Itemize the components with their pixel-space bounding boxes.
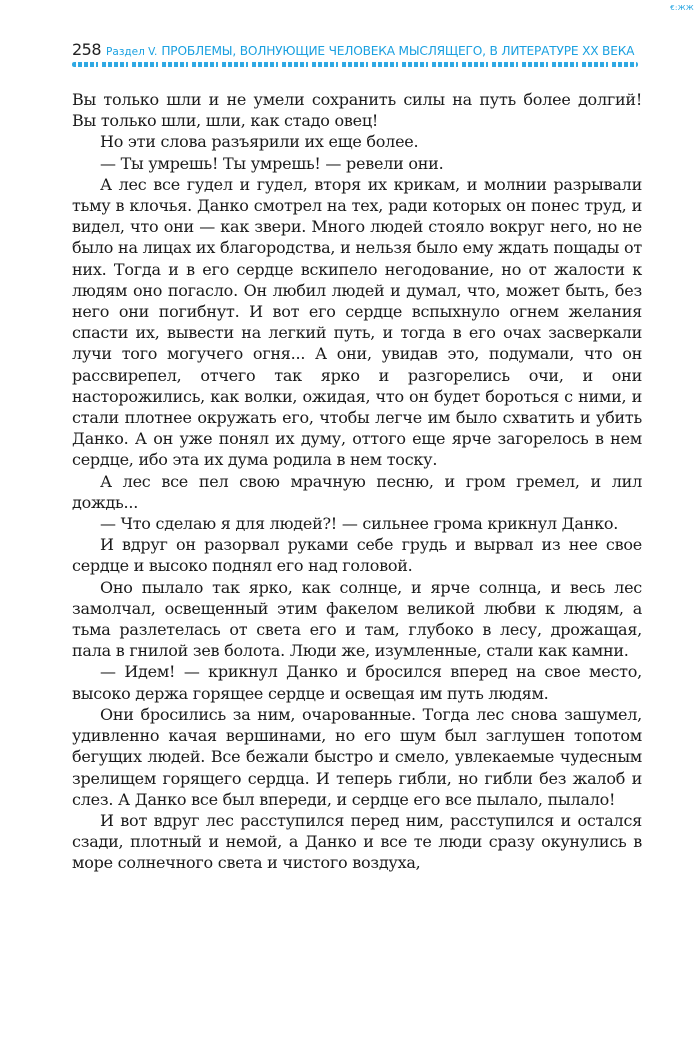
paragraph: — Идем! — крикнул Данко и бросился вперед на свое место, высоко держа горящее сердце и освещая им путь людям.	[72, 662, 642, 703]
paragraph: И вот вдруг лес расступился перед ним, расступился и остался сзади, плотный и немой, а Данко и все те люди сразу окунулись в море солнечного света и чистого воздуха,	[72, 810, 642, 873]
running-header	[72, 40, 640, 67]
paragraph: А лес все пел свою мрачную песню, и гром гремел, и лил дождь...	[72, 471, 642, 512]
paragraph: Но эти слова разъярили их еще более.	[100, 132, 419, 152]
page-body	[72, 89, 642, 874]
section-title: ПРОБЛЕМЫ, ВОЛНУЮЩИЕ ЧЕЛОВЕКА МЫСЛЯЩЕГО, В ЛИТЕРАТУРЕ XX ВЕКА	[161, 44, 635, 58]
paragraph: — Что сделаю я для людей?! — сильнее грома крикнул Данко.	[100, 514, 619, 534]
section-label: Раздел V.	[106, 46, 158, 58]
header-line	[72, 40, 640, 59]
header-ornament-divider	[72, 62, 638, 67]
paragraph: И вдруг он разорвал руками себе грудь и вырвал из нее свое сердце и высоко поднял его над головой.	[72, 535, 642, 576]
paragraph: Вы только шли и не умели сохранить силы на путь более долгий! Вы только шли, шли, как стадо овец!	[72, 90, 642, 131]
page-number: 258	[72, 40, 102, 59]
corner-mark: €:ЖЖ	[670, 4, 694, 12]
paragraph: А лес все гудел и гудел, вторя их крикам, и молнии разрывали тьму в клочья. Данко смотрел на тех, ради которых он понес труд, и видел, что они — как звери. Много людей стояло вокруг него, но не было на лицах их благородства, и нельзя было ему ждать пощады от них. Тогда и в его сердце вскипело негодование, но от жалости к людям оно погасло. Он любил людей и думал, что, может быть, без него они погибнут. И вот его сердце вспыхнуло огнем желания спасти их, вывести на легкий путь, и тогда в его очах засверкали лучи того могучего огня... А они, увидав это, подумали, что он рассвирепел, отчего так ярко и разгорелись очи, и они насторожились, как волки, ожидая, что он будет бороться с ними, и стали плотнее окружать его, чтобы легче им было схватить и убить Данко. А он уже понял их думу, оттого еще ярче загорелось в нем сердце, ибо эта их дума родила в нем тоску.	[72, 174, 642, 470]
paragraph: — Ты умрешь! Ты умрешь! — ревели они.	[100, 153, 444, 173]
paragraph: Оно пылало так ярко, как солнце, и ярче солнца, и весь лес замолчал, освещенный этим факелом великой любви к людям, а тьма разлетелась от света его и там, глубоко в лесу, дрожащая, пала в гнилой зев болота. Люди же, изумленные, стали как камни.	[72, 577, 642, 661]
paragraph: Они бросились за ним, очарованные. Тогда лес снова зашумел, удивленно качая вершинами, но его шум был заглушен топотом бегущих людей. Все бежали быстро и смело, увлекаемые чудесным зрелищем горящего сердца. И теперь гибли, но гибли без жалоб и слез. А Данко все был впереди, и сердце его все пылало, пылало!	[72, 704, 642, 809]
